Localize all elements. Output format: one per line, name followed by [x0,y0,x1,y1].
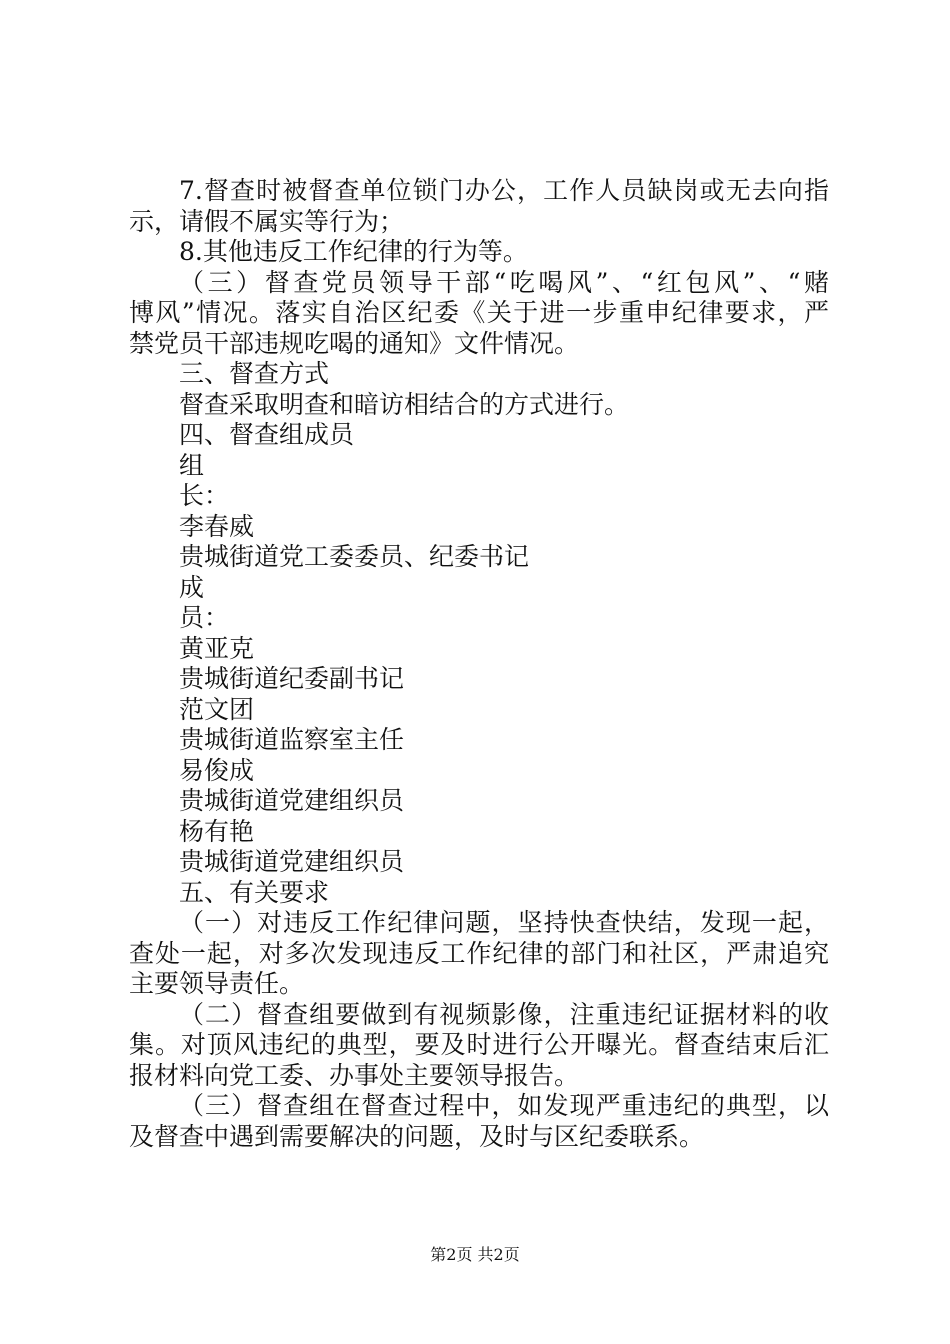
text-line: 查处一起，对多次发现违反工作纪律的部门和社区，严肃追究 [129,938,829,968]
text-line: 7.督查时被督查单位锁门办公，工作人员缺岗或无去向指 [179,176,829,205]
paragraph-item-7 [0,176,950,237]
paragraph-requirement-1 [0,908,950,1000]
heading-inspection-method: 三、督查方式 [179,359,330,388]
page-number-label: 第2页 共2页 [430,1245,520,1264]
member-name: 杨有艳 [179,816,255,846]
member-title: 贵城街道纪委副书记 [179,664,405,693]
text-line: （二）督查组要做到有视频影像，注重违纪证据材料的收 [179,999,829,1029]
text-line: 集。对顶风违纪的典型，要及时进行公开曝光。督查结束后汇 [129,1030,829,1059]
text-line: （三）督查党员领导干部“吃喝风”、“红包风”、“赌 [179,267,829,297]
label-members-part1: 成 [179,572,205,602]
member-name: 易俊成 [179,755,255,785]
text-line: 示，请假不属实等行为； [129,206,405,236]
label-members-part2: 员： [179,603,230,632]
label-leader-part2: 长： [179,481,230,510]
document-body [0,176,950,1152]
paragraph-item-8 [0,237,950,268]
text-line: （三）督查组在督查过程中，如发现严重违纪的典型，以 [179,1091,829,1120]
member-name: 李春威 [179,511,255,541]
text-line: （一）对违反工作纪律问题，坚持快查快结，发现一起， [179,908,829,937]
heading-team-members: 四、督查组成员 [179,420,355,449]
member-name: 黄亚克 [179,633,255,663]
paragraph-requirement-3 [0,1091,950,1152]
member-title: 贵城街道监察室主任 [179,725,405,754]
paragraph-text: 督查采取明查和暗访相结合的方式进行。 [179,389,630,419]
page-footer [0,1244,950,1266]
heading-requirements: 五、有关要求 [179,877,330,907]
text-line: 博风”情况。落实自治区纪委《关于进一步重申纪律要求，严 [129,298,829,327]
label-leader-part1: 组 [179,450,205,480]
text-line: 报材料向党工委、办事处主要领导报告。 [129,1060,580,1090]
text-line: 8.其他违反工作纪律的行为等。 [179,237,528,266]
member-title: 贵城街道党工委委员、纪委书记 [179,542,530,571]
member-title: 贵城街道党建组织员 [179,786,405,815]
paragraph-section-3 [0,268,950,360]
text-line: 主要领导责任。 [129,969,305,998]
text-line: 及督查中遇到需要解决的问题，及时与区纪委联系。 [129,1121,705,1151]
paragraph-requirement-2 [0,1000,950,1092]
text-line: 禁党员干部违规吃喝的通知》文件情况。 [129,328,580,358]
member-title: 贵城街道党建组织员 [179,847,405,876]
member-name: 范文团 [179,694,255,724]
